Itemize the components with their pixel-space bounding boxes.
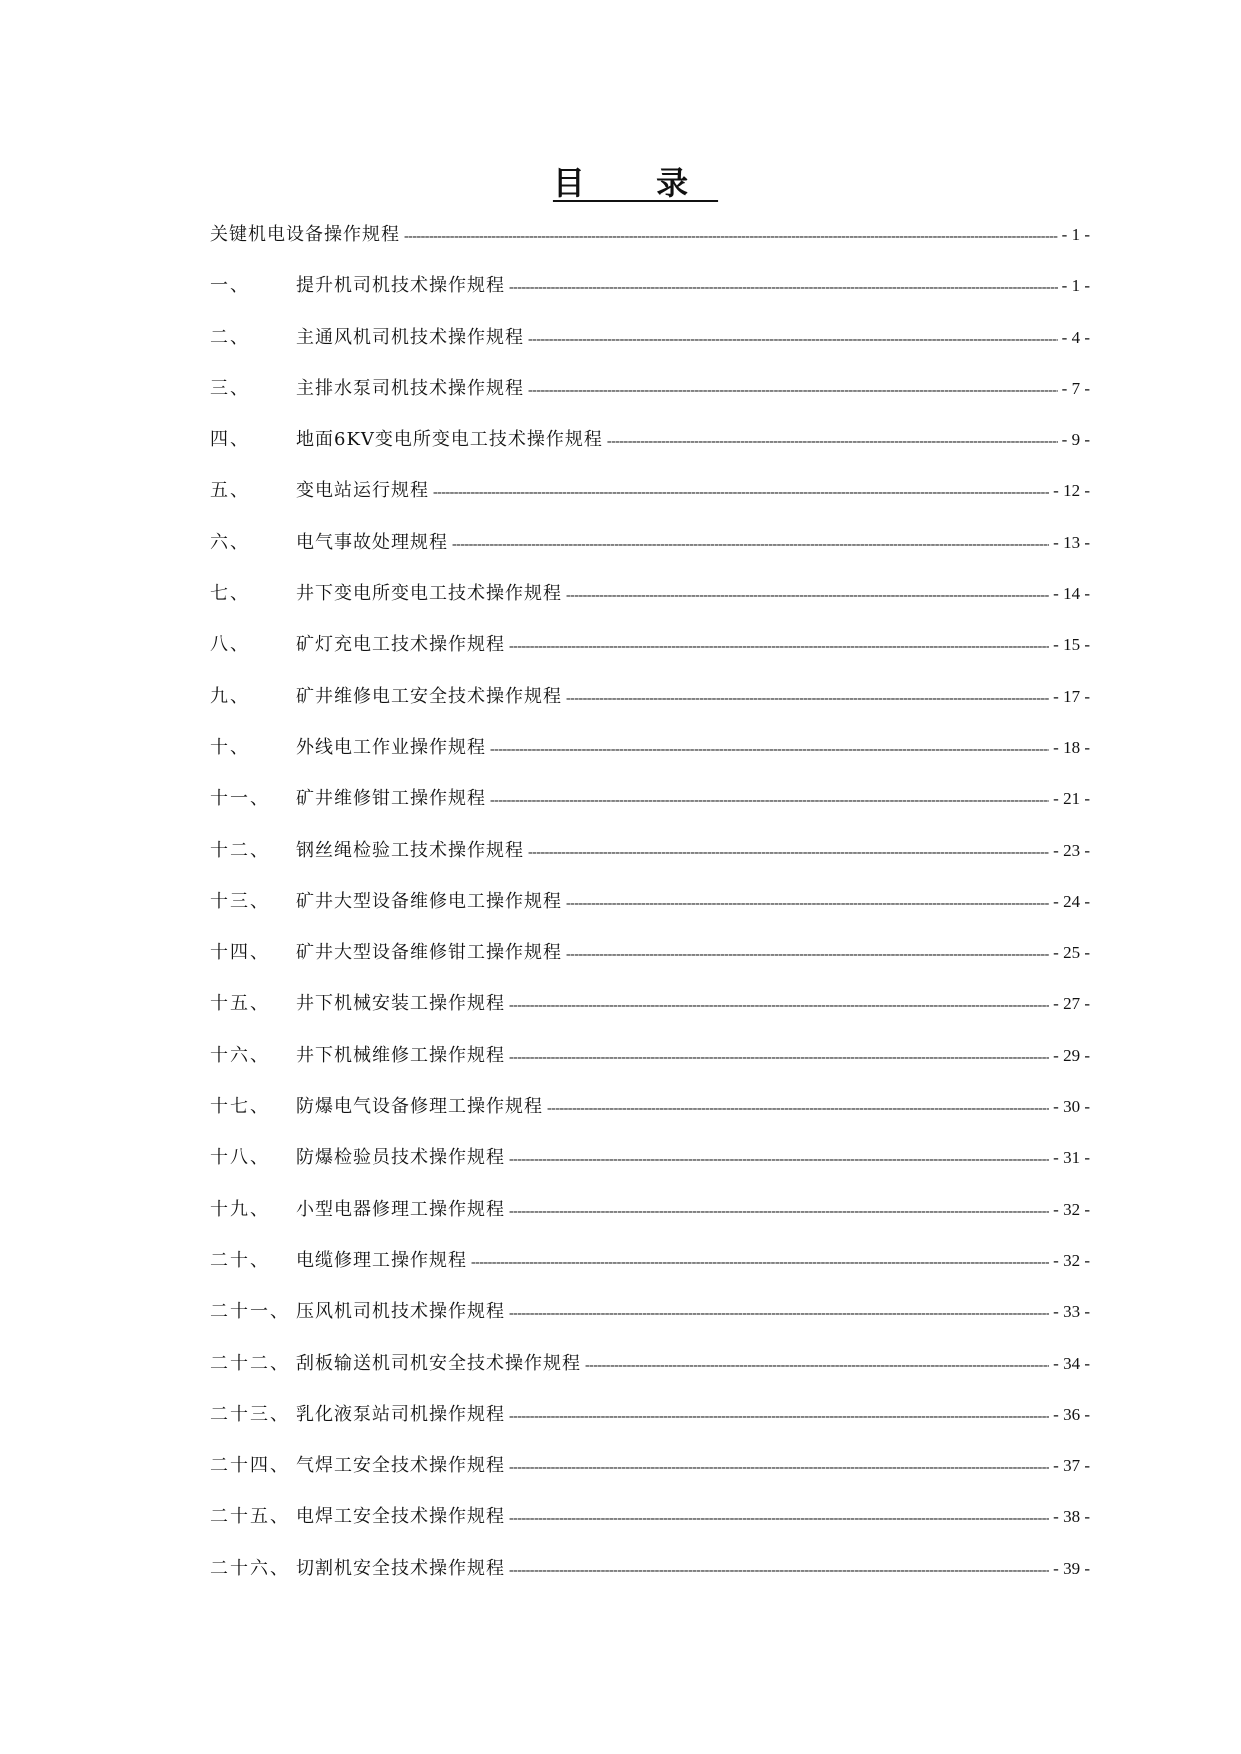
toc-entry-number: 十、	[210, 736, 250, 758]
toc-entry-number: 四、	[210, 429, 250, 451]
toc-entry-title[interactable]: 切割机安全技术操作规程	[296, 1557, 505, 1579]
toc-entry-title[interactable]: 矿灯充电工技术操作规程	[296, 634, 505, 656]
toc-entry-page-number: - 4 -	[1061, 327, 1090, 347]
toc-entry-page-number: - 30 -	[1053, 1097, 1090, 1117]
toc-entry-number: 十二、	[210, 839, 270, 861]
toc-entry[interactable]	[210, 1145, 1090, 1196]
toc-entry-page-number: - 31 -	[1053, 1148, 1090, 1168]
toc-entry[interactable]	[210, 889, 1090, 940]
toc-entry[interactable]	[210, 1351, 1090, 1402]
toc-entry[interactable]	[210, 735, 1090, 786]
toc-entry-number: 十九、	[210, 1198, 270, 1220]
toc-entry-title[interactable]: 压风机司机技术操作规程	[296, 1301, 505, 1323]
toc-dot-leader	[490, 788, 1049, 814]
toc-entry[interactable]	[210, 1248, 1090, 1299]
toc-entry-title[interactable]: 气焊工安全技术操作规程	[296, 1455, 505, 1477]
toc-entry-page-number: - 32 -	[1053, 1250, 1090, 1270]
toc-entry-page-number: - 12 -	[1053, 481, 1090, 501]
toc-entry-page-number: - 1 -	[1061, 276, 1090, 296]
toc-entry[interactable]	[210, 632, 1090, 683]
toc-dot-leader	[509, 1199, 1049, 1225]
toc-dot-leader	[566, 686, 1049, 712]
toc-entry-page-number: - 27 -	[1053, 994, 1090, 1014]
toc-dot-leader	[607, 429, 1058, 455]
page-title-text: 目 录	[552, 164, 719, 202]
toc-dot-leader	[509, 1558, 1049, 1584]
toc-dot-leader	[566, 942, 1049, 968]
toc-entry-number: 六、	[210, 531, 250, 553]
toc-entry-page-number: - 34 -	[1053, 1353, 1090, 1373]
toc-entry-page-number: - 33 -	[1053, 1302, 1090, 1322]
toc-entry-title[interactable]: 小型电器修理工操作规程	[296, 1198, 505, 1220]
toc-entry-title[interactable]: 外线电工作业操作规程	[296, 736, 486, 758]
toc-entry[interactable]	[210, 1094, 1090, 1145]
toc-entry-title[interactable]: 主通风机司机技术操作规程	[296, 326, 524, 348]
toc-entry-page-number: - 36 -	[1053, 1404, 1090, 1424]
toc-entry[interactable]	[210, 1453, 1090, 1504]
toc-dot-leader	[528, 840, 1049, 866]
toc-entry-title[interactable]: 关键机电设备操作规程	[210, 224, 400, 245]
toc-entry-page-number: - 17 -	[1053, 686, 1090, 706]
toc-entry-number: 九、	[210, 685, 250, 707]
toc-entry-title[interactable]: 矿井大型设备维修钳工操作规程	[296, 942, 562, 964]
toc-entry-number: 二十一、	[210, 1301, 290, 1323]
toc-entry[interactable]	[210, 1402, 1090, 1453]
toc-entry-number: 一、	[210, 275, 250, 297]
toc-dot-leader	[471, 1250, 1049, 1276]
toc-entry-page-number: - 14 -	[1053, 584, 1090, 604]
toc-dot-leader	[585, 1353, 1049, 1379]
toc-entry[interactable]	[210, 273, 1090, 324]
toc-entry-number: 二十、	[210, 1249, 270, 1271]
toc-entry-number: 二十六、	[210, 1557, 290, 1579]
toc-dot-leader	[433, 480, 1049, 506]
toc-entry-title[interactable]: 电缆修理工操作规程	[296, 1249, 467, 1271]
toc-dot-leader	[528, 378, 1058, 404]
toc-dot-leader	[509, 1147, 1049, 1173]
toc-entry-page-number: - 7 -	[1061, 378, 1090, 398]
toc-entry-number: 八、	[210, 634, 250, 656]
toc-entry-page-number: - 29 -	[1053, 1045, 1090, 1065]
toc-entry-number: 十一、	[210, 788, 270, 810]
toc-entry[interactable]	[210, 222, 1090, 273]
toc-entry-title[interactable]: 主排水泵司机技术操作规程	[296, 377, 524, 399]
toc-dot-leader	[509, 1404, 1049, 1430]
toc-dot-leader	[509, 1455, 1049, 1481]
toc-entry-page-number: - 38 -	[1053, 1507, 1090, 1527]
toc-entry[interactable]	[210, 786, 1090, 837]
toc-entry-title[interactable]: 井下机械维修工操作规程	[296, 1044, 505, 1066]
toc-entry-number: 二十五、	[210, 1506, 290, 1528]
toc-entry-title[interactable]: 电气事故处理规程	[296, 531, 448, 553]
toc-entry-title[interactable]: 提升机司机技术操作规程	[296, 275, 505, 297]
page-title	[0, 160, 1241, 206]
toc-entry-page-number: - 32 -	[1053, 1199, 1090, 1219]
toc-entry-page-number: - 23 -	[1053, 840, 1090, 860]
toc-entry-title[interactable]: 电焊工安全技术操作规程	[296, 1506, 505, 1528]
toc-entry-number: 十八、	[210, 1147, 270, 1169]
toc-entry-number: 五、	[210, 480, 250, 502]
toc-entry[interactable]	[210, 478, 1090, 529]
toc-entry[interactable]	[210, 530, 1090, 581]
toc-entry-title[interactable]: 井下变电所变电工技术操作规程	[296, 583, 562, 605]
toc-dot-leader	[528, 327, 1058, 353]
toc-dot-leader	[509, 1506, 1049, 1532]
toc-dot-leader	[490, 737, 1049, 763]
toc-entry-page-number: - 13 -	[1053, 532, 1090, 552]
toc-entry-page-number: - 1 -	[1061, 225, 1090, 244]
toc-entry[interactable]	[210, 376, 1090, 427]
toc-dot-leader	[509, 275, 1058, 301]
toc-dot-leader	[509, 1045, 1049, 1071]
toc-entry-page-number: - 25 -	[1053, 943, 1090, 963]
toc-entry-page-number: - 37 -	[1053, 1456, 1090, 1476]
table-of-contents	[210, 222, 1090, 1607]
toc-entry-title[interactable]: 矿井维修钳工操作规程	[296, 788, 486, 810]
toc-entry-number: 二十二、	[210, 1352, 290, 1374]
toc-dot-leader	[509, 634, 1049, 660]
toc-dot-leader	[566, 891, 1049, 917]
toc-entry[interactable]	[210, 684, 1090, 735]
toc-entry-page-number: - 18 -	[1053, 737, 1090, 757]
toc-entry[interactable]	[210, 940, 1090, 991]
toc-entry-title[interactable]: 井下机械安装工操作规程	[296, 993, 505, 1015]
toc-entry-title[interactable]: 钢丝绳检验工技术操作规程	[296, 839, 524, 861]
toc-entry-number: 二、	[210, 326, 250, 348]
toc-entry-page-number: - 15 -	[1053, 635, 1090, 655]
toc-entry-title[interactable]: 刮板输送机司机安全技术操作规程	[296, 1352, 581, 1374]
toc-entry-title[interactable]: 防爆电气设备修理工操作规程	[296, 1096, 543, 1118]
toc-entry[interactable]	[210, 427, 1090, 478]
toc-entry-number: 十七、	[210, 1096, 270, 1118]
toc-entry-number: 三、	[210, 377, 250, 399]
toc-entry-number: 七、	[210, 583, 250, 605]
toc-entry-title[interactable]: 乳化液泵站司机操作规程	[296, 1403, 505, 1425]
toc-entry-title[interactable]: 防爆检验员技术操作规程	[296, 1147, 505, 1169]
toc-entry[interactable]	[210, 1504, 1090, 1555]
toc-dot-leader	[404, 224, 1058, 250]
toc-entry-number: 十四、	[210, 942, 270, 964]
toc-entry-number: 二十四、	[210, 1455, 290, 1477]
toc-entry-number: 十六、	[210, 1044, 270, 1066]
toc-entry-number: 二十三、	[210, 1403, 290, 1425]
toc-entry-title[interactable]: 矿井大型设备维修电工操作规程	[296, 890, 562, 912]
toc-entry[interactable]	[210, 1299, 1090, 1350]
toc-entry-page-number: - 39 -	[1053, 1558, 1090, 1578]
toc-entry-page-number: - 21 -	[1053, 789, 1090, 809]
toc-entry[interactable]	[210, 1043, 1090, 1094]
toc-dot-leader	[509, 1301, 1049, 1327]
toc-entry[interactable]	[210, 325, 1090, 376]
toc-entry-number: 十三、	[210, 890, 270, 912]
toc-entry-number: 十五、	[210, 993, 270, 1015]
toc-entry-title[interactable]: 变电站运行规程	[296, 480, 429, 502]
toc-dot-leader	[547, 1096, 1049, 1122]
toc-entry[interactable]	[210, 991, 1090, 1042]
toc-entry[interactable]	[210, 581, 1090, 632]
toc-entry-title[interactable]: 地面6KV变电所变电工技术操作规程	[296, 429, 603, 451]
toc-dot-leader	[566, 583, 1049, 609]
toc-entry[interactable]	[210, 1556, 1090, 1607]
toc-entry[interactable]	[210, 1197, 1090, 1248]
toc-entry[interactable]	[210, 838, 1090, 889]
toc-entry-page-number: - 9 -	[1061, 430, 1090, 450]
toc-dot-leader	[509, 993, 1049, 1019]
toc-entry-page-number: - 24 -	[1053, 891, 1090, 911]
toc-entry-title[interactable]: 矿井维修电工安全技术操作规程	[296, 685, 562, 707]
toc-dot-leader	[452, 532, 1049, 558]
